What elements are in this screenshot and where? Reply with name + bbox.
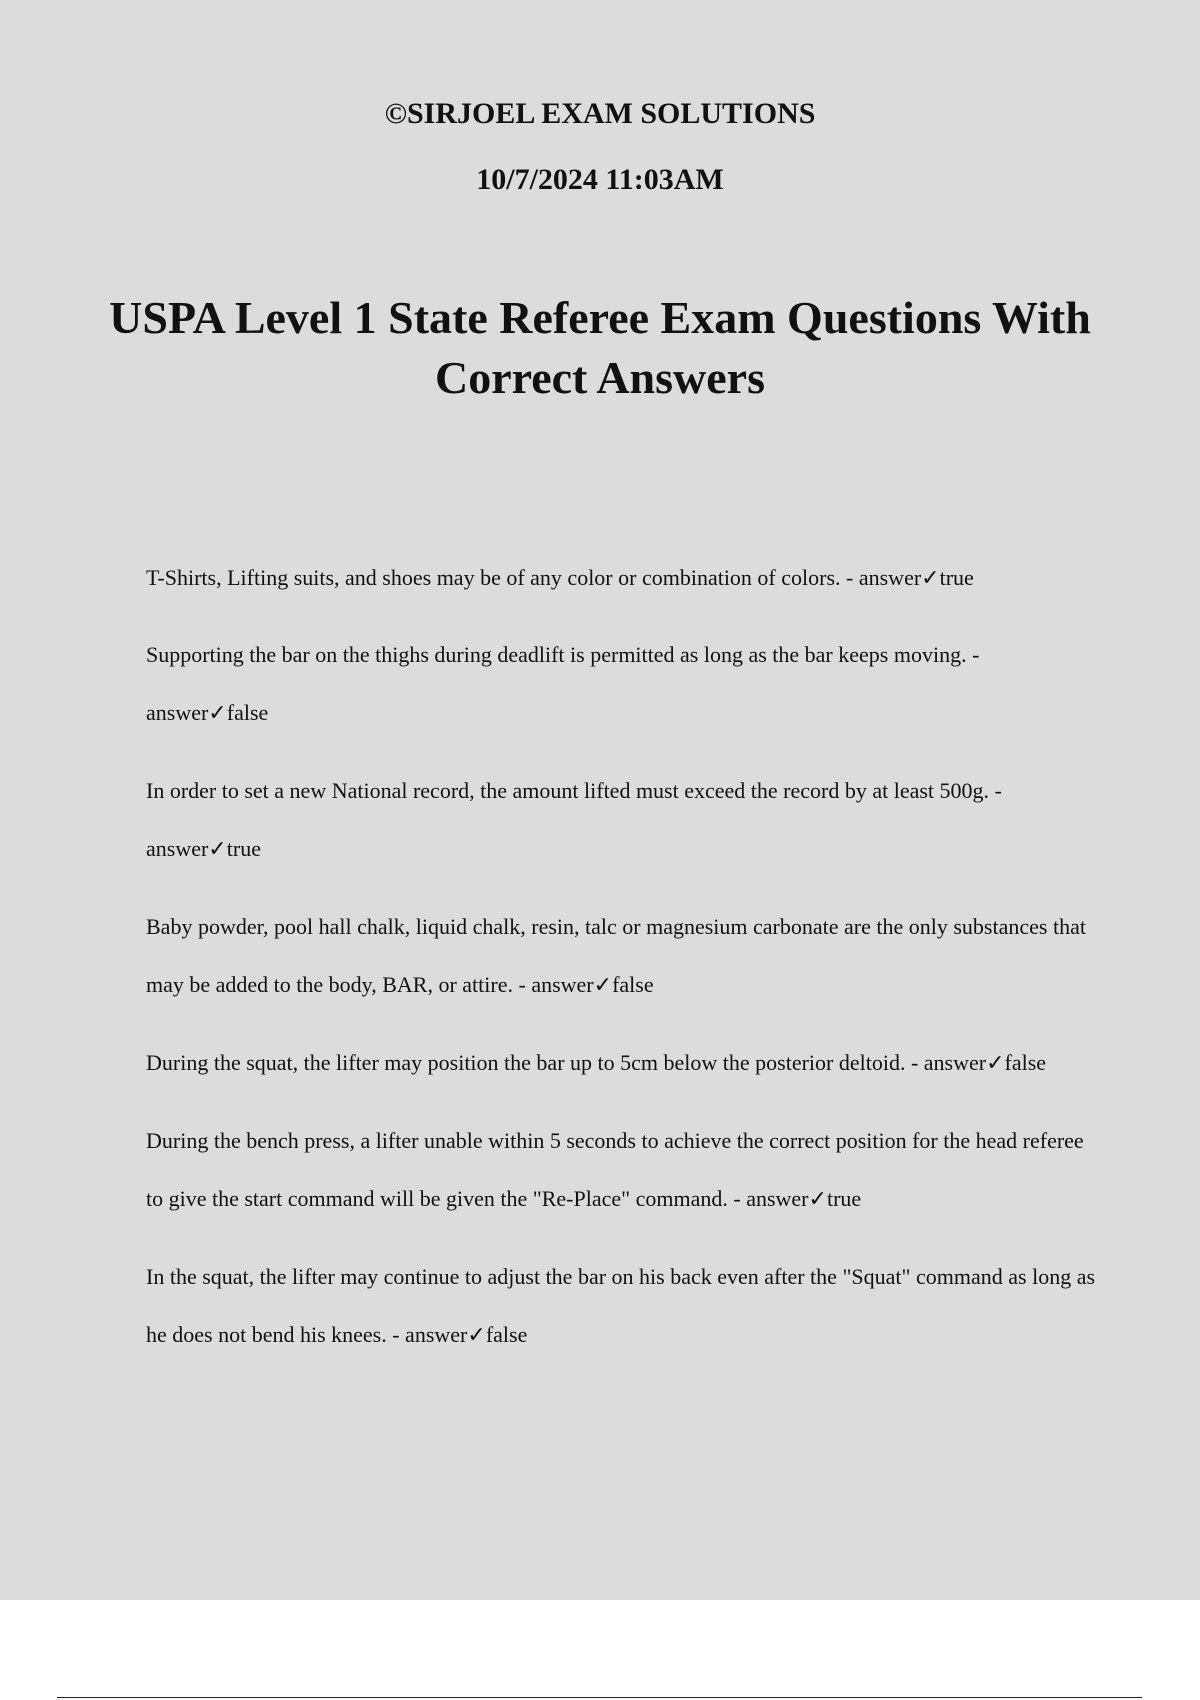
- question-item: [146, 549, 1106, 607]
- footer-divider: [57, 1697, 1142, 1698]
- question-item: [146, 762, 1106, 878]
- answer-value: false: [485, 1322, 528, 1347]
- answer-label: - answer✓: [727, 1186, 827, 1211]
- question-item: [146, 1034, 1106, 1092]
- question-text: In the squat, the lifter may continue to adjust the bar on his back even after the "Squat" command as long as he does not bend his knees.: [146, 1264, 1096, 1347]
- question-item: [146, 1248, 1106, 1364]
- question-text: T-Shirts, Lifting suits, and shoes may be of any color or combination of colors.: [146, 565, 841, 590]
- answer-value: true: [826, 1186, 862, 1211]
- question-item: [146, 626, 1106, 742]
- answer-label: - answer✓: [146, 642, 980, 725]
- answer-label: - answer✓: [905, 1050, 1005, 1075]
- answer-label: - answer✓: [840, 565, 940, 590]
- question-text: During the squat, the lifter may position the bar up to 5cm below the posterior deltoid.: [146, 1050, 906, 1075]
- answer-value: false: [226, 700, 269, 725]
- answer-label: - answer✓: [386, 1322, 486, 1347]
- answer-value: true: [939, 565, 974, 590]
- timestamp: 10/7/2024 11:03AM: [476, 163, 724, 196]
- question-text: Supporting the bar on the thighs during deadlift is permitted as long as the bar keeps moving.: [146, 642, 967, 667]
- answer-value: false: [1004, 1050, 1047, 1075]
- question-item: [146, 1112, 1106, 1228]
- question-text: Baby powder, pool hall chalk, liquid chalk, resin, talc or magnesium carbonate are the only substances that may be added to the body, BAR, or attire.: [146, 914, 1086, 997]
- answer-value: true: [226, 836, 261, 861]
- question-text: In order to set a new National record, the amount lifted must exceed the record by at least 500g.: [146, 778, 990, 803]
- brand-header: ©SIRJOEL EXAM SOLUTIONS: [384, 97, 816, 130]
- question-item: [146, 898, 1106, 1014]
- page-title: USPA Level 1 State Referee Exam Questions With Correct Answers: [109, 292, 1091, 403]
- answer-label: - answer✓: [146, 778, 1002, 861]
- answer-value: false: [612, 972, 654, 997]
- question-text: During the bench press, a lifter unable within 5 seconds to achieve the correct position for the head referee to give the start command will be given the "Re-Place" command.: [146, 1128, 1084, 1211]
- answer-label: - answer✓: [513, 972, 613, 997]
- question-list: [146, 549, 1106, 1384]
